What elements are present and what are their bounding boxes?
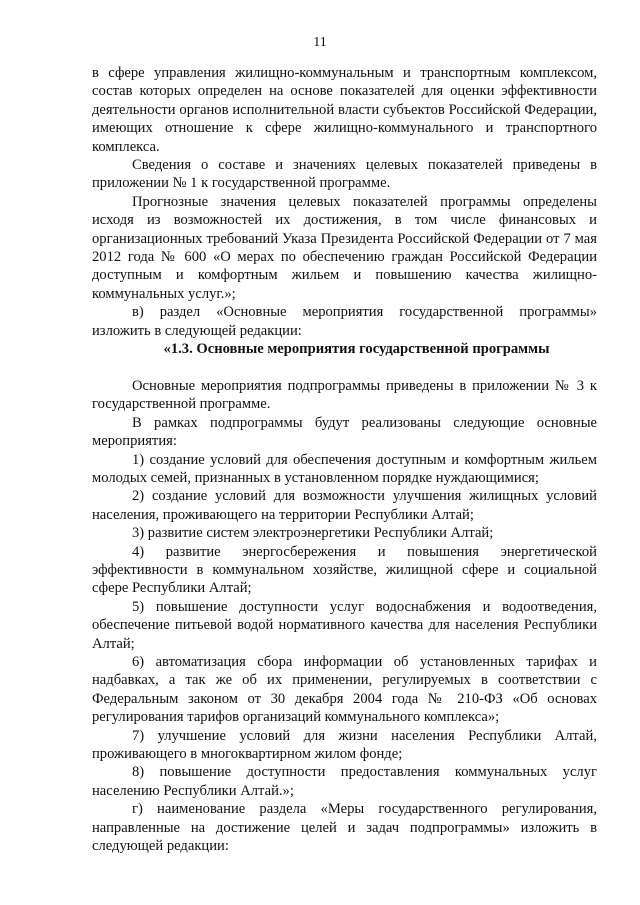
list-item: 6) автоматизация сбора информации об установленных тарифах и надбавках, а так же об их применении, регулируемых в соответствии с Федеральным законом от 30 декабря 2004 года № 210-ФЗ «Об основах регулирования тарифов организаций коммунального комплекса»;: [92, 653, 597, 726]
document-body: [92, 64, 597, 855]
paragraph: Прогнозные значения целевых показателей программы определены исходя из возможностей их достижения, в том числе финансовых и организационных требований Указа Президента Российской Федерации от 7 мая 2012 года № 600 «О мерах по обеспечению граждан Российской Федерации доступным и комфортным жильем и повышению качества жилищно-коммунальных услуг.»;: [92, 193, 597, 302]
section-heading: «1.3. Основные мероприятия государственной программы: [163, 341, 550, 358]
list-item: 3) развитие систем электроэнергетики Республики Алтай;: [132, 525, 494, 542]
paragraph: в) раздел «Основные мероприятия государственной программы» изложить в следующей редакции:: [92, 304, 597, 339]
list-item: 4) развитие энергосбережения и повышения энергетической эффективности в коммунальном хозяйстве, жилищной сфере и социальной сфере Республики Алтай;: [92, 543, 597, 597]
list-item: 5) повышение доступности услуг водоснабжения и водоотведения, обеспечение питьевой водой нормативного качества для населения Республики Алтай;: [92, 598, 597, 652]
paragraph: В рамках подпрограммы будут реализованы следующие основные мероприятия:: [92, 414, 597, 450]
list-item: 1) создание условий для обеспечения доступным и комфортным жильем молодых семей, признанных в установленном порядке нуждающимися;: [92, 451, 597, 486]
page-number: 11: [313, 35, 327, 50]
list-item: 8) повышение доступности предоставления коммунальных услуг населению Республики Алтай.»;: [92, 764, 597, 799]
paragraph-continuation: в сфере управления жилищно-коммунальным и транспортным комплексом, состав которых определен на основе показателей для оценки эффективности деятельности органов исполнительной власти субъектов Российской Федерации, имеющих отношение к сфере жилищно-коммунального и транспортного комплекса.: [92, 65, 597, 155]
list-item: 7) улучшение условий для жизни населения Республики Алтай, проживающего в многоквартирном жилом фонде;: [92, 727, 597, 763]
paragraph: Сведения о составе и значениях целевых показателей приведены в приложении № 1 к государственной программе.: [92, 157, 597, 192]
list-item: 2) создание условий для возможности улучшения жилищных условий населения, проживающего на территории Республики Алтай;: [92, 488, 597, 523]
paragraph: Основные мероприятия подпрограммы приведены в приложении № 3 к государственной программе.: [92, 377, 597, 413]
paragraph: г) наименование раздела «Меры государственного регулирования, направленные на достижение целей и задач подпрограммы» изложить в следующей редакции:: [92, 801, 597, 855]
